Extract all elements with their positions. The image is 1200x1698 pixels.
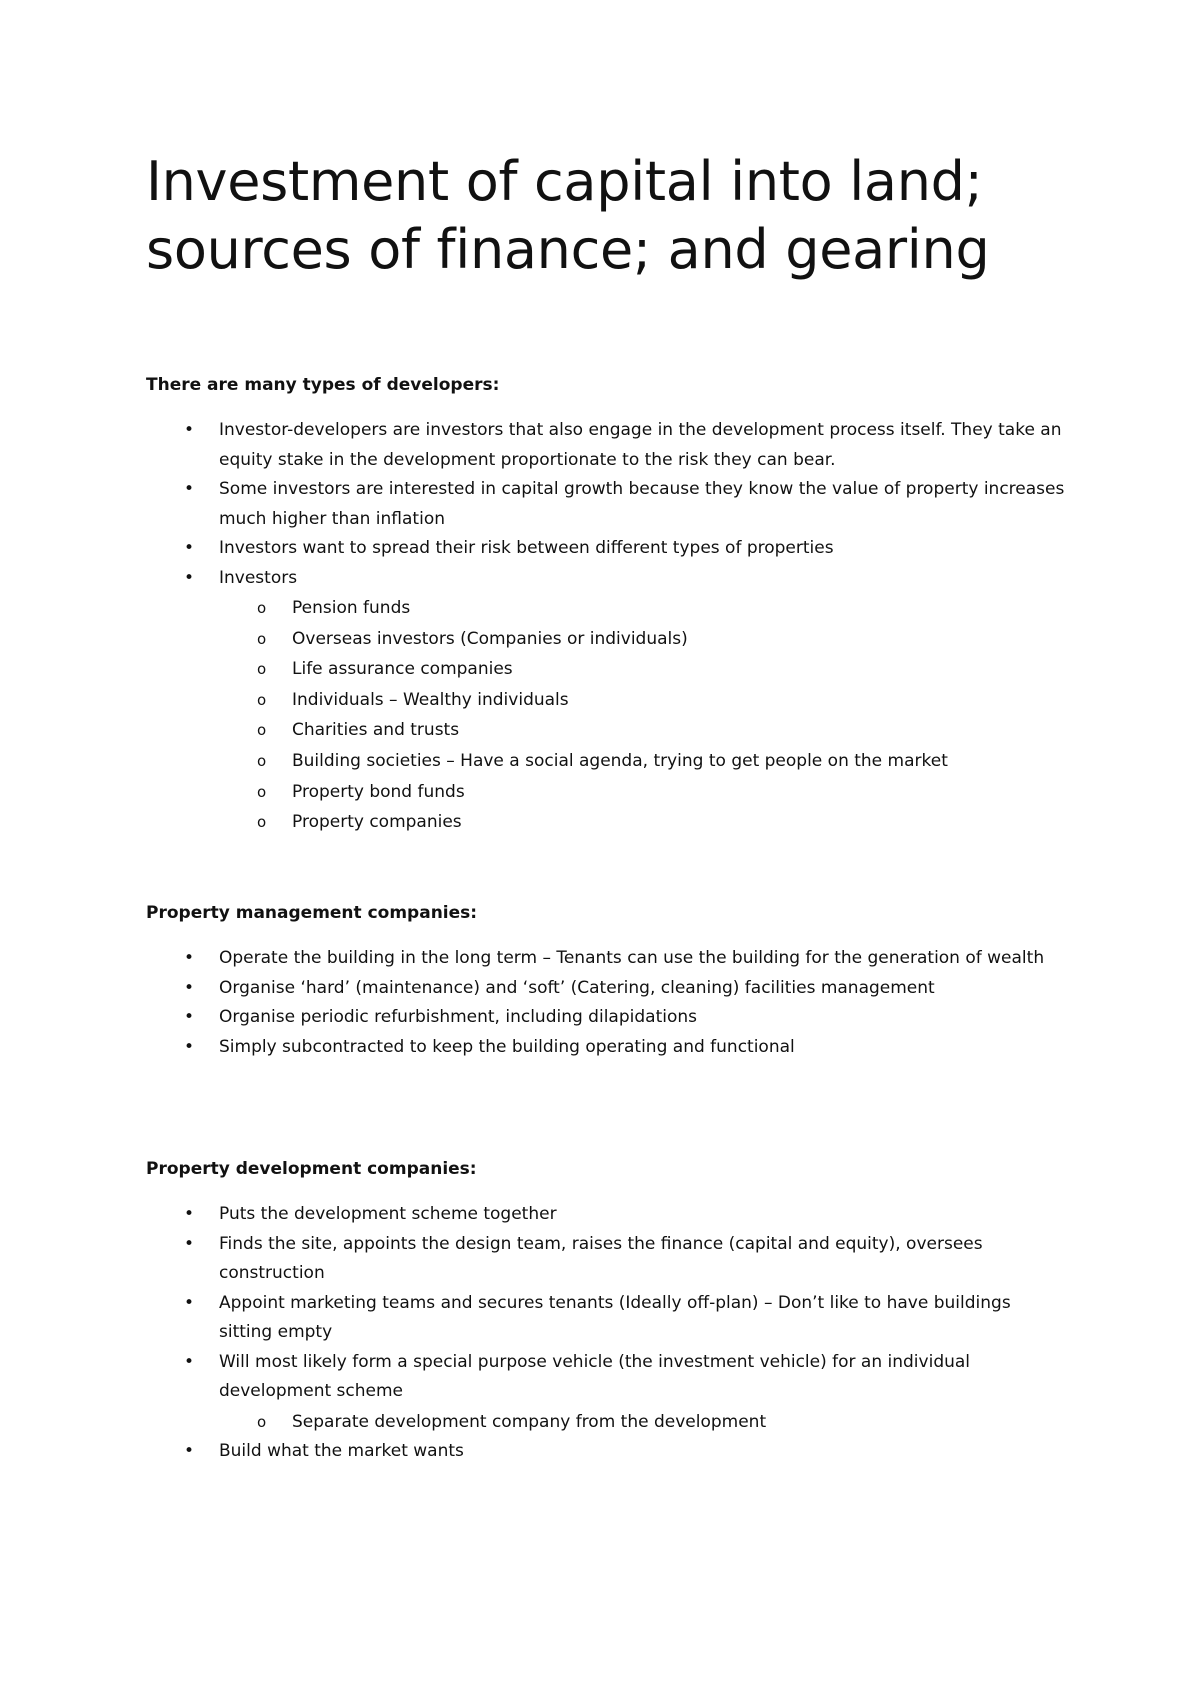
circle-bullet-icon: o — [257, 599, 267, 617]
list-item — [146, 1200, 1066, 1230]
circle-bullet-icon: o — [257, 721, 267, 740]
list-item — [146, 564, 1066, 838]
bullet-icon: • — [184, 479, 195, 499]
circle-bullet-icon: o — [257, 782, 267, 801]
document-title: Investment of capital into land; sources of finance; and gearing — [146, 150, 990, 281]
sub-list-item-text: Life assurance companies — [292, 659, 513, 680]
sub-list-item — [257, 593, 1066, 624]
sub-list-item — [257, 777, 1066, 808]
list-item-text: Will most likely form a special purpose vehicle (the investment vehicle) for an individual development scheme — [219, 1351, 971, 1401]
list-item-text: Finds the site, appoints the design team, raises the finance (capital and equity), oversees construction — [219, 1233, 983, 1283]
sub-list-item — [257, 807, 1066, 838]
list-item — [146, 974, 1066, 1004]
list-item-text: Operate the building in the long term – Tenants can use the building for the generation of wealth — [219, 948, 1045, 968]
sub-bullet-list — [219, 593, 1066, 838]
list-item — [146, 1437, 1066, 1467]
list-item — [146, 944, 1066, 974]
sub-list-item-text: Individuals – Wealthy individuals — [292, 689, 569, 710]
circle-bullet-icon: o — [257, 813, 267, 832]
list-item-text: Some investors are interested in capital growth because they know the value of property increases much higher than inflation — [219, 479, 1065, 529]
bullet-icon: • — [184, 1441, 195, 1462]
bullet-icon: • — [184, 1007, 195, 1027]
sub-list-item-text: Pension funds — [292, 598, 411, 618]
sub-list-item-text: Separate development company from the development — [292, 1411, 767, 1432]
bullet-list — [146, 416, 1066, 838]
bullet-icon: • — [184, 420, 195, 440]
sub-list-item-text: Property bond funds — [292, 781, 465, 802]
section-heading: Property management companies: — [146, 903, 478, 923]
section-property-development — [146, 1158, 1066, 1467]
bullet-icon: • — [184, 977, 195, 998]
list-item — [146, 1003, 1066, 1033]
list-item — [146, 475, 1066, 534]
list-item — [146, 1348, 1066, 1438]
bullet-list — [146, 1200, 1066, 1467]
bullet-list — [146, 944, 1066, 1062]
section-property-management — [146, 902, 1066, 1062]
section-heading: Property development companies: — [146, 1159, 477, 1179]
sub-list-item — [257, 715, 1066, 746]
list-item-text: Organise ‘hard’ (maintenance) and ‘soft’ (Catering, cleaning) facilities management — [219, 977, 935, 998]
circle-bullet-icon: o — [257, 751, 267, 770]
sub-list-item — [257, 1407, 1066, 1438]
sub-list-item-text: Overseas investors (Companies or individuals) — [292, 628, 688, 649]
list-item — [146, 534, 1066, 564]
list-item-text: Investor-developers are investors that also engage in the development process itself. They take an equity stake in the development proportionate to the risk they can bear. — [219, 420, 1062, 470]
bullet-icon: • — [184, 538, 195, 558]
sub-list-item — [257, 624, 1066, 655]
list-item — [146, 1289, 1066, 1348]
section-heading: There are many types of developers: — [146, 375, 500, 395]
list-item — [146, 1230, 1066, 1289]
list-item-text: Puts the development scheme together — [219, 1204, 557, 1224]
sub-list-item-text: Charities and trusts — [292, 720, 460, 741]
circle-bullet-icon: o — [257, 629, 267, 648]
bullet-icon: • — [184, 1204, 195, 1224]
section-developers — [146, 374, 1066, 838]
list-item-text: Organise periodic refurbishment, including dilapidations — [219, 1007, 697, 1027]
sub-list-item-text: Property companies — [292, 812, 462, 833]
sub-bullet-list — [219, 1407, 1066, 1438]
bullet-icon: • — [184, 948, 195, 968]
circle-bullet-icon: o — [257, 1412, 267, 1431]
list-item-text: Simply subcontracted to keep the building operating and functional — [219, 1036, 795, 1057]
list-item-text: Investors — [219, 567, 298, 588]
sub-list-item — [257, 746, 1066, 777]
bullet-icon: • — [184, 1292, 195, 1313]
circle-bullet-icon: o — [257, 660, 267, 679]
sub-list-item-text: Building societies – Have a social agenda, trying to get people on the market — [292, 750, 948, 771]
list-item-text: Investors want to spread their risk between different types of properties — [219, 538, 834, 558]
circle-bullet-icon: o — [257, 690, 267, 709]
list-item — [146, 1033, 1066, 1063]
list-item-text: Build what the market wants — [219, 1441, 464, 1462]
bullet-icon: • — [184, 1233, 195, 1254]
bullet-icon: • — [184, 1351, 195, 1372]
bullet-icon: • — [184, 567, 195, 588]
list-item-text: Appoint marketing teams and secures tenants (Ideally off-plan) – Don’t like to have buildings sitting empty — [219, 1292, 1011, 1342]
sub-list-item — [257, 685, 1066, 716]
list-item — [146, 416, 1066, 475]
bullet-icon: • — [184, 1036, 195, 1057]
sub-list-item — [257, 654, 1066, 685]
